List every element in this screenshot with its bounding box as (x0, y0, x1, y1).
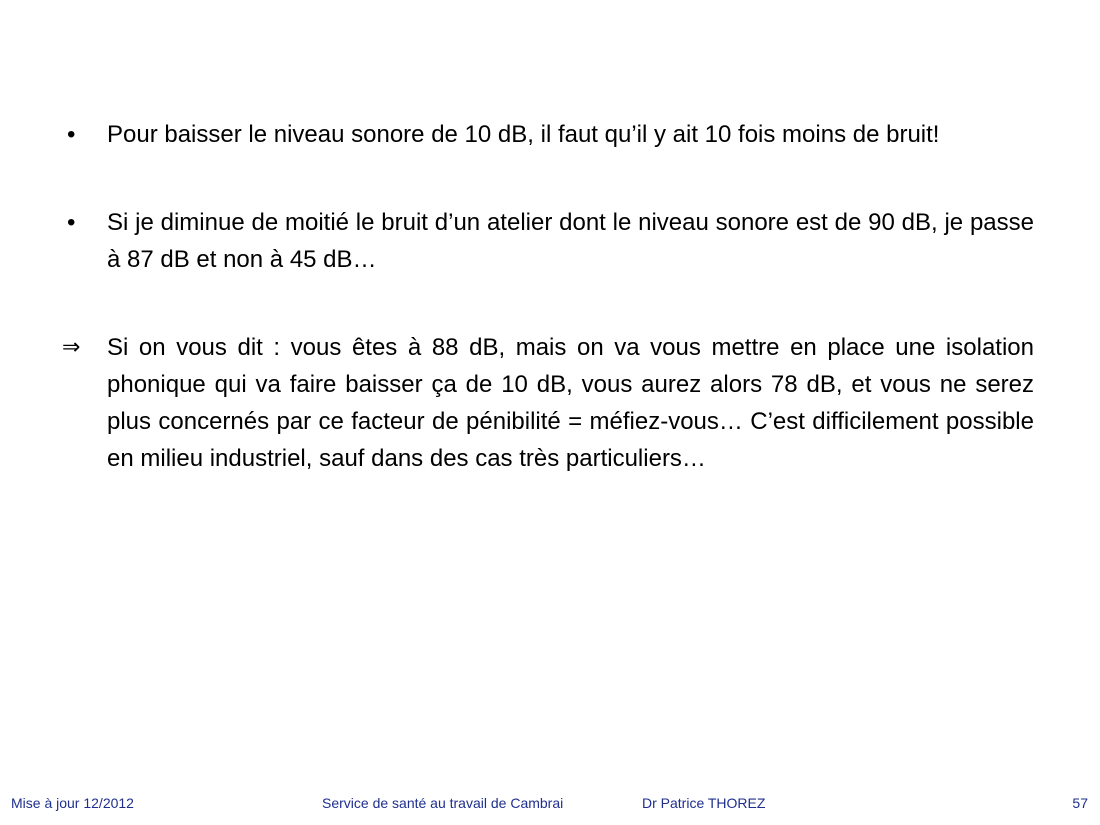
conclusion-item (62, 329, 1034, 477)
bullet-icon: • (67, 121, 76, 148)
footer-update-date: Mise à jour 12/2012 (11, 795, 134, 811)
implies-arrow-icon: ⇒ (62, 335, 81, 360)
conclusion-text: Si on vous dit : vous êtes à 88 dB, mais on va vous mettre en place une isolation phonique qui va faire baisser ça de 10 dB, vous aurez alors 78 dB, et vous ne serez plus concernés par ce facteur de pénibilité = méfiez-vous… C’est difficilement possible en milieu industriel, sauf dans des cas très particuliers… (107, 334, 1034, 472)
slide-content (62, 116, 1034, 528)
footer-author: Dr Patrice THOREZ (642, 795, 766, 811)
footer-page-number: 57 (1072, 795, 1088, 811)
bullet-item-2 (62, 204, 1034, 278)
bullet-text-1: Pour baisser le niveau sonore de 10 dB, il faut qu’il y ait 10 fois moins de bruit! (107, 121, 940, 148)
bullet-item-1 (62, 116, 1034, 153)
footer-service-name: Service de santé au travail de Cambrai (322, 795, 564, 811)
bullet-text-2: Si je diminue de moitié le bruit d’un atelier dont le niveau sonore est de 90 dB, je passe à 87 dB et non à 45 dB… (107, 209, 1034, 273)
slide-footer (0, 795, 1100, 815)
bullet-icon: • (67, 209, 76, 236)
